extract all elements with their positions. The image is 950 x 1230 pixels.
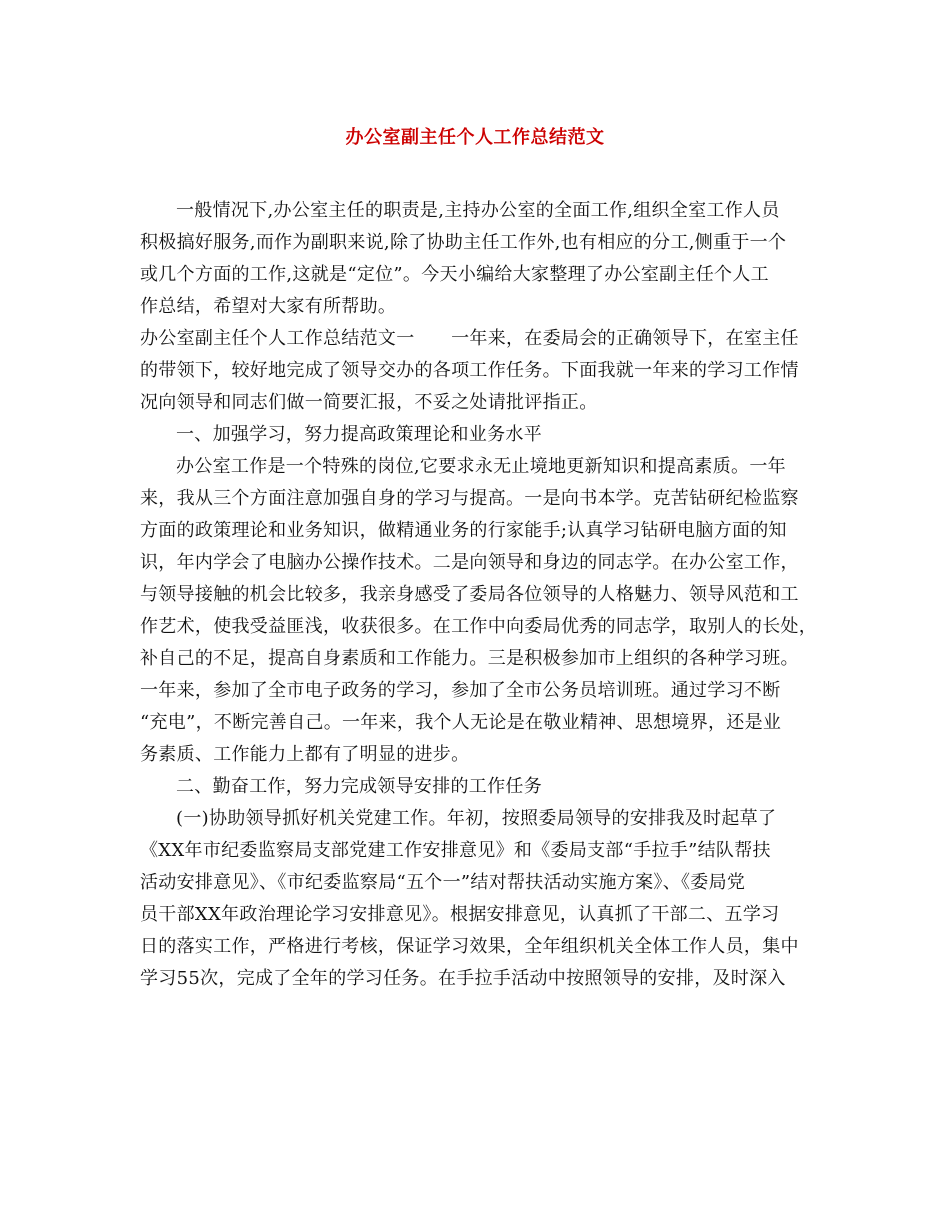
text-line: “充电”，不断完善自己。一年来，我个人无论是在敬业精神、思想境界，还是业 [140, 712, 782, 733]
text-line: 作总结，希望对大家有所帮助。 [140, 296, 397, 317]
text-line: 来，我从三个方面注意加强自身的学习与提高。一是向书本学。克苦钻研纪检监察 [140, 488, 799, 509]
text-line: 办公室工作是一个特殊的岗位,它要求永无止境地更新知识和提高素质。一年 [176, 456, 786, 477]
text-line: 方面的政策理论和业务知识，做精通业务的行家能手;认真学习钻研电脑方面的知 [140, 520, 787, 541]
text-line: 学习55次，完成了全年的学习任务。在手拉手活动中按照领导的安排，及时深入 [140, 968, 786, 989]
text-line: 《XX年市纪委监察局支部党建工作安排意见》和《委局支部“手拉手”结队帮扶 [140, 840, 771, 861]
text-line: 一年来，参加了全市电子政务的学习，参加了全市公务员培训班。通过学习不断 [140, 680, 781, 701]
text-line: 作艺术，使我受益匪浅，收获很多。在工作中向委局优秀的同志学，取别人的长处， [140, 616, 818, 637]
text-line: 一般情况下,办公室主任的职责是,主持办公室的全面工作,组织全室工作人员 [176, 200, 780, 221]
text-line: 办公室副主任个人工作总结范文一 一年来，在委局会的正确领导下，在室主任 [140, 328, 799, 349]
text-line: 的带领下，较好地完成了领导交办的各项工作任务。下面我就一年来的学习工作情 [140, 360, 799, 381]
text-line: 补自己的不足，提高自身素质和工作能力。三是积极参加市上组织的各种学习班。 [140, 648, 799, 669]
text-line: 日的落实工作，严格进行考核，保证学习效果，全年组织机关全体工作人员，集中 [140, 936, 799, 957]
section-heading: 二、勤奋工作，努力完成领导安排的工作任务 [176, 776, 542, 797]
text-line: 务素质、工作能力上都有了明显的进步。 [140, 744, 470, 765]
text-line: 况向领导和同志们做一简要汇报，不妥之处请批评指正。 [140, 392, 598, 413]
text-line: 识，年内学会了电脑办公操作技术。二是向领导和身边的同志学。在办公室工作， [140, 552, 799, 573]
text-line: 员干部XX年政治理论学习安排意见》。根据安排意见，认真抓了干部二、五学习 [140, 904, 780, 925]
page-title: 办公室副主任个人工作总结范文 [345, 127, 605, 148]
text-line: 或几个方面的工作,这就是“定位”。今天小编给大家整理了办公室副主任个人工 [140, 264, 769, 285]
text-line: 与领导接触的机会比较多，我亲身感受了委局各位领导的人格魅力、领导风范和工 [140, 584, 799, 605]
section-heading: 一、加强学习，努力提高政策理论和业务水平 [176, 424, 542, 445]
text-line: (一)协助领导抓好机关党建工作。年初，按照委局领导的安排我及时起草了 [176, 808, 777, 829]
text-line: 积极搞好服务,而作为副职来说,除了协助主任工作外,也有相应的分工,侧重于一个 [140, 232, 787, 253]
text-line: 活动安排意见》、《市纪委监察局“五个一”结对帮扶活动实施方案》、《委局党 [140, 872, 746, 893]
